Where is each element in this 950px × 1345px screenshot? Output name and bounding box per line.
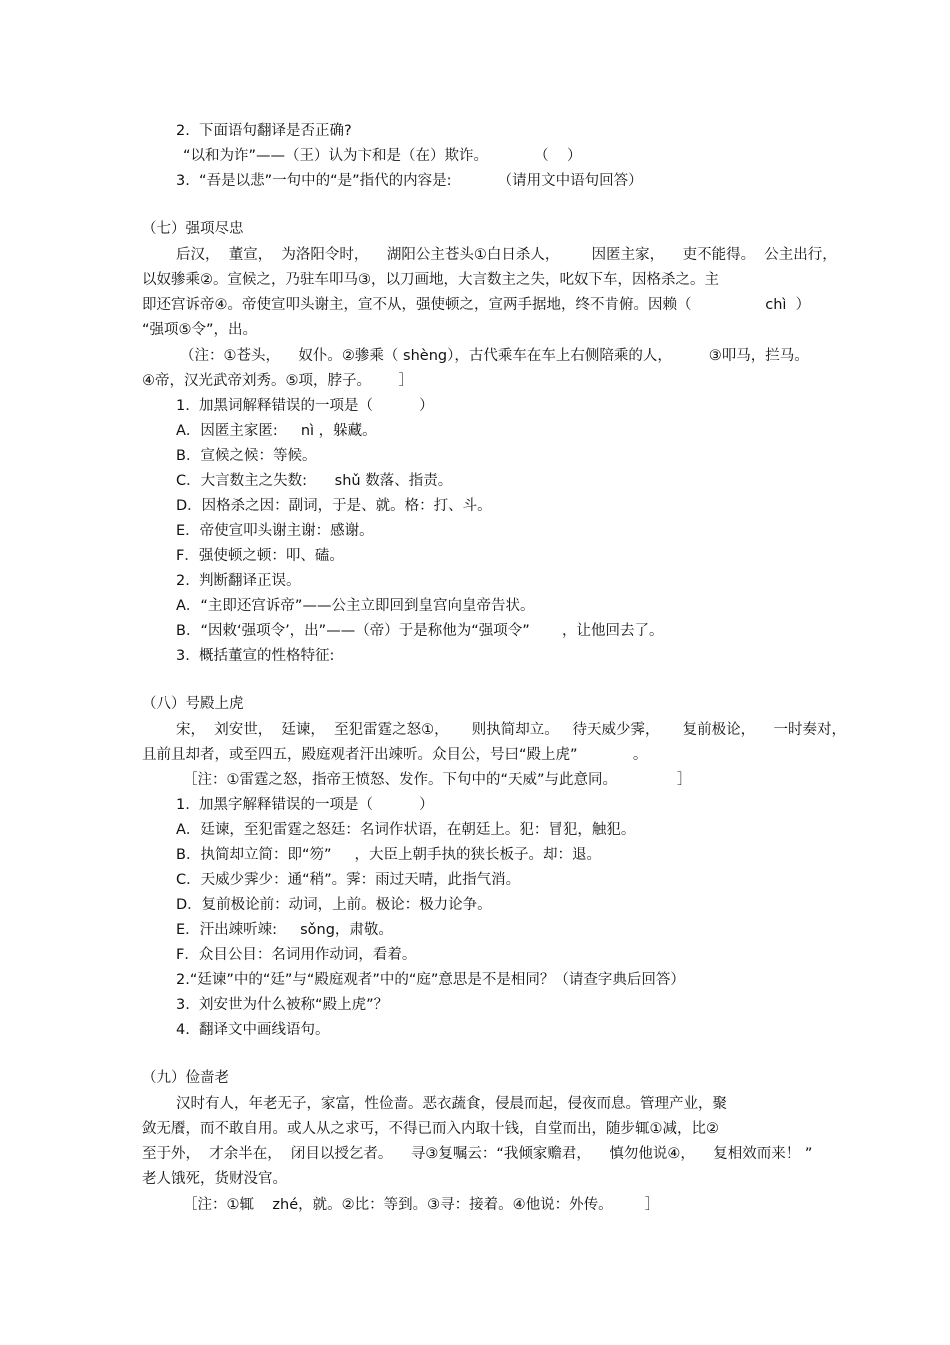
question-8-2: 2.“廷谏”中的“廷”与“殿庭观者”中的“庭”意思是不是相同？（请查字典后回答）	[176, 972, 685, 988]
question-8-4: 4. 翻译文中画线语句。	[176, 1022, 330, 1038]
section-9-passage-line-2: 敛无餍，而不敢自用。或人从之求丐，不得已而入内取十钱，自堂而出，随步辄①减，比②	[142, 1121, 719, 1137]
question-6-2: 2. 下面语句翻译是否正确?	[176, 123, 352, 139]
question-7-2-item-b: B．“因敕‘强项令’，出”——（帝）于是称他为“强项令” ，让他回去了。	[176, 623, 664, 639]
section-8-passage-line-1: 宋， 刘安世， 廷谏， 至犯雷霆之怒①， 则执简却立。 待天威少霁， 复前极论， 一时奏对，	[176, 722, 847, 738]
question-8-1-option-b: B．执简却立简：即“笏” ，大臣上朝手执的狭长板子。却：退。	[176, 847, 602, 863]
question-7-1-option-a: A．因匿主家匿: nì ，躲藏。	[176, 423, 377, 439]
section-7-passage-line-3: 即还宫诉帝④。帝使宣叩头谢主，宣不从，强使顿之，宣两手据地，终不肯俯。因赖（ chì ）	[142, 297, 811, 313]
section-7-passage-line-2: 以奴骖乘②。宣候之，乃驻车叩马③，以刀画地，大言数主之失，叱奴下车，因格杀之。主	[142, 272, 719, 288]
question-8-3: 3. 刘安世为什么被称“殿上虎”？	[176, 997, 389, 1013]
section-9-passage-line-3: 至于外， 才余半在， 闭目以授乞者。 寻③复嘱云：“我倾家赡君， 慎勿他说④， 复相效而来！ ”	[142, 1146, 813, 1162]
section-7-passage-line-4: “强项⑤令”，出。	[142, 322, 258, 338]
question-7-3: 3. 概括董宣的性格特征:	[176, 648, 335, 664]
section-8-title: （八）号殿上虎	[142, 696, 244, 712]
section-7-passage-line-1: 后汉， 董宣， 为洛阳令时， 湖阳公主苍头①白日杀人， 因匿主家， 吏不能得。 公主出行，	[176, 247, 837, 263]
section-7-title: （七）强项尽忠	[142, 221, 244, 237]
question-8-1-option-a: A．廷谏，至犯雷霆之怒廷：名词作状语，在朝廷上。犯：冒犯，触犯。	[176, 822, 636, 838]
question-7-1-option-d: D．因格杀之因：副词，于是、就。格：打、斗。	[176, 498, 492, 514]
section-9-passage-line-4: 老人饿死，货财没官。	[142, 1171, 287, 1187]
question-7-2: 2. 判断翻译正误。	[176, 573, 301, 589]
question-8-1-option-f: F．众目公目：名词用作动词，看着。	[176, 947, 417, 963]
section-7-note-line-1: （注：①苍头， 奴仆。②骖乘（ shèng），古代乘车在车上右侧陪乘的人， ③叩马，拦马。	[180, 348, 809, 364]
question-7-1-option-f: F．强使顿之顿：叩、磕。	[176, 548, 344, 564]
question-7-1-option-e: E．帝使宣叩头谢主谢：感谢。	[176, 523, 374, 539]
section-9-title: （九）俭啬老	[142, 1070, 229, 1086]
question-8-1-option-e: E．汗出竦听竦: sǒng，肃敬。	[176, 922, 393, 938]
question-7-1-option-b: B．宣候之候：等候。	[176, 448, 317, 464]
section-8-passage-line-2: 且前且却者，或至四五，殿庭观者汗出竦听。众目公，号曰“殿上虎” 。	[142, 747, 648, 763]
section-9-passage-line-1: 汉时有人，年老无子，家富，性俭啬。恶衣蔬食，侵晨而起，侵夜而息。管理产业，聚	[176, 1096, 727, 1112]
section-7-note-line-2: ④帝，汉光武帝刘秀。⑤项，脖子。 ］	[142, 373, 414, 389]
question-7-1-option-c: C．大言数主之失数: shǔ 数落、指责。	[176, 473, 453, 489]
section-9-note: ［注：①辄 zhé，就。②比：等到。③寻：接着。④他说：外传。 ］	[183, 1197, 660, 1213]
question-6-3: 3. “吾是以悲”一句中的“是”指代的内容是: （请用文中语句回答）	[176, 173, 643, 189]
question-8-1: 1. 加黑字解释错误的一项是（ ）	[176, 797, 434, 813]
question-8-1-option-d: D．复前极论前：动词，上前。极论：极力论争。	[176, 897, 492, 913]
question-7-1: 1. 加黑词解释错误的一项是（ ）	[176, 398, 434, 414]
question-6-2-text: “以和为诈”——（王）认为卞和是（在）欺诈。 （ ）	[183, 148, 582, 164]
question-7-2-item-a: A．“主即还宫诉帝”——公主立即回到皇宫向皇帝告状。	[176, 598, 535, 614]
section-8-note: ［注：①雷霆之怒，指帝王愤怒、发作。下句中的“天威”与此意同。 ］	[183, 772, 692, 788]
question-8-1-option-c: C．天威少霁少：通“稍”。霁：雨过天晴，此指气消。	[176, 872, 521, 888]
